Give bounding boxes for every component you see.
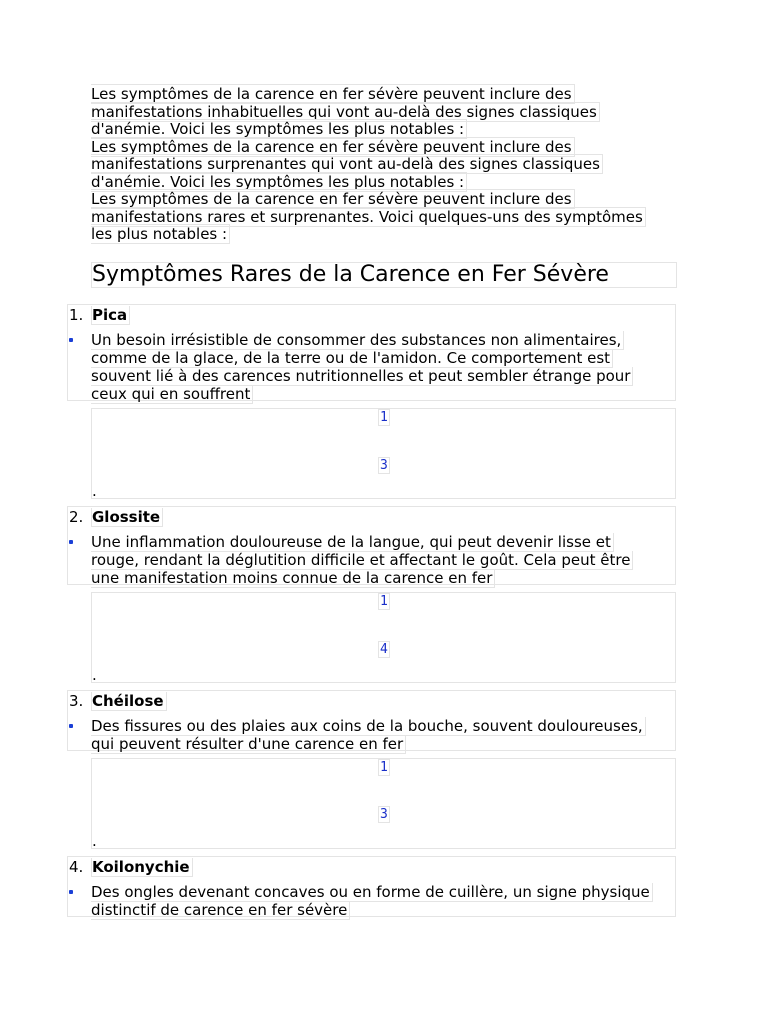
intro-line: d'anémie. Voici les symptômes les plus notables : xyxy=(91,174,681,192)
item-title: Glossite xyxy=(91,508,163,527)
item-number: 1. xyxy=(69,306,84,324)
citation-link[interactable]: 1 xyxy=(380,410,388,425)
citation-box xyxy=(91,758,676,849)
list-item-pica xyxy=(67,304,676,401)
item-description: Une inflammation douloureuse de la langue, qui peut devenir lisse et rouge, rendant la déglutition difficile et affectant le goût. Cela peut être une manifestation moins connue de la carence en fer xyxy=(91,533,671,587)
intro-line: Les symptômes de la carence en fer sévère peuvent inclure des xyxy=(91,86,681,104)
citation-link[interactable]: 4 xyxy=(380,642,388,657)
intro-line: manifestations surprenantes qui vont au-delà des signes classiques xyxy=(91,156,681,174)
item-number: 2. xyxy=(69,508,84,526)
section-heading: Symptômes Rares de la Carence en Fer Sévère xyxy=(91,262,677,288)
bullet-icon xyxy=(69,724,73,728)
intro-paragraph xyxy=(91,86,681,244)
intro-line: manifestations inhabituelles qui vont au-delà des signes classiques xyxy=(91,104,681,122)
item-description: Des ongles devenant concaves ou en forme de cuillère, un signe physique distinctif de carence en fer sévère xyxy=(91,883,671,919)
item-title: Koilonychie xyxy=(91,858,193,877)
citation-link[interactable]: 1 xyxy=(380,594,388,609)
citation-link[interactable]: 1 xyxy=(380,760,388,775)
sentence-terminator: . xyxy=(92,666,97,684)
citation-box xyxy=(91,408,676,499)
intro-line: manifestations rares et surprenantes. Voici quelques-uns des symptômes xyxy=(91,209,681,227)
item-title: Pica xyxy=(91,306,130,325)
citation-link[interactable]: 3 xyxy=(380,458,388,473)
intro-line: Les symptômes de la carence en fer sévère peuvent inclure des xyxy=(91,191,681,209)
item-description: Des fissures ou des plaies aux coins de la bouche, souvent douloureuses, qui peuvent résulter d'une carence en fer xyxy=(91,717,671,753)
item-number: 3. xyxy=(69,692,84,710)
citation-link[interactable]: 3 xyxy=(380,807,388,822)
sentence-terminator: . xyxy=(92,832,97,850)
item-number: 4. xyxy=(69,858,84,876)
bullet-icon xyxy=(69,540,73,544)
item-title: Chéilose xyxy=(91,692,167,711)
bullet-icon xyxy=(69,338,73,342)
list-item-cheilose xyxy=(67,690,676,751)
list-item-koilonychie xyxy=(67,856,676,917)
intro-line: d'anémie. Voici les symptômes les plus notables : xyxy=(91,121,681,139)
bullet-icon xyxy=(69,890,73,894)
sentence-terminator: . xyxy=(92,482,97,500)
citation-box xyxy=(91,592,676,683)
list-item-glossite xyxy=(67,506,676,585)
intro-line: les plus notables : xyxy=(91,226,681,244)
item-description: Un besoin irrésistible de consommer des substances non alimentaires, comme de la glace, de la terre ou de l'amidon. Ce comportement est souvent lié à des carences nutritionnelles et peut sembler étrange pour ceux qui en souffrent xyxy=(91,331,671,403)
intro-line: Les symptômes de la carence en fer sévère peuvent inclure des xyxy=(91,139,681,157)
